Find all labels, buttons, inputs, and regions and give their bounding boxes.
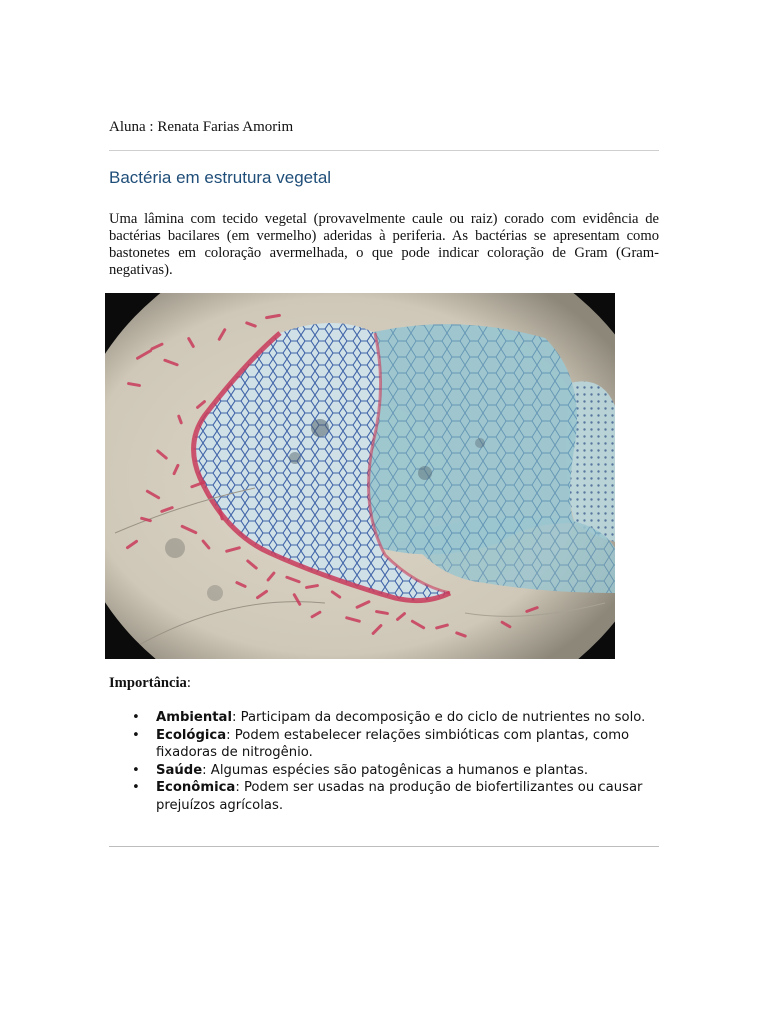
top-divider [109,150,659,151]
intro-paragraph: Uma lâmina com tecido vegetal (provavelmente caule ou raiz) corado com evidência de bactérias bacilares (em vermelho) aderidas à periferia. As bactérias se apresentam como bastonetes em coloração avermelhada, o que pode indicar coloração de Gram (Gram-negativas). [109,211,659,278]
item-term: Econômica [156,780,236,796]
importance-colon: : [186,675,191,691]
item-term: Ecológica [156,727,227,743]
list-item [132,709,662,727]
importance-heading [109,675,191,692]
student-name: Aluna : Renata Farias Amorim [109,119,294,135]
bullet-icon: • [132,710,140,725]
micrograph-drawing [105,293,615,659]
item-term: Ambiental [156,710,232,725]
bullet-icon: • [132,780,140,796]
list-item [132,727,662,762]
bottom-divider [109,846,659,847]
importance-list [132,709,662,815]
item-text: : Algumas espécies são patogênicas a humanos e plantas. [202,762,589,778]
list-item [132,762,662,780]
item-text: : Podem estabelecer relações simbióticas com plantas, como fixadoras de nitrogênio. [156,727,630,761]
importance-label: Importância [109,675,187,691]
item-text: : Podem ser usadas na produção de biofertilizantes ou causar prejuízos agrícolas. [156,780,643,813]
bullet-icon: • [132,762,140,778]
section-title: Bactéria em estrutura vegetal [109,168,332,187]
item-text: : Participam da decomposição e do ciclo de nutrientes no solo. [231,710,646,725]
bullet-icon: • [132,727,140,743]
item-term: Saúde [156,762,203,778]
list-item [132,779,662,814]
microscope-micrograph-image [105,293,615,659]
